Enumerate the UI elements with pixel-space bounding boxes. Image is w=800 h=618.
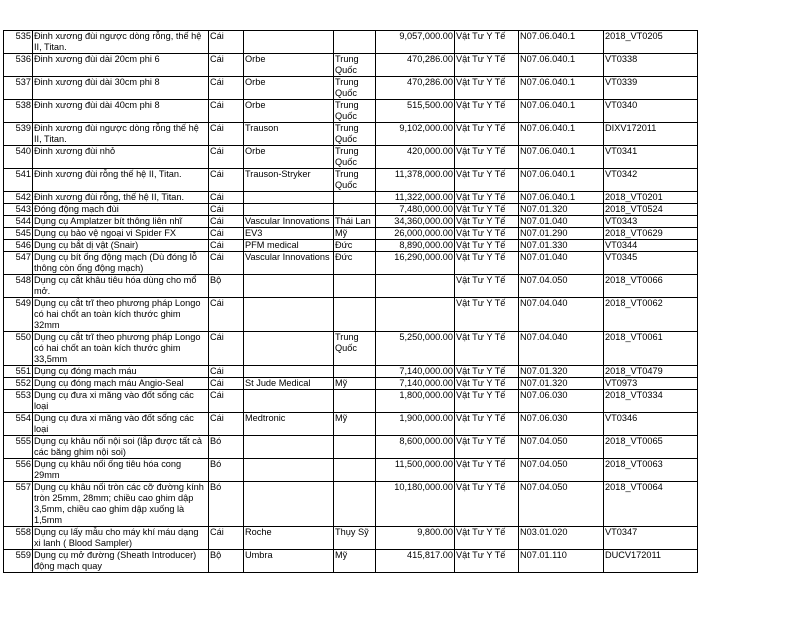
origin-cell: Mỹ bbox=[334, 228, 376, 240]
origin-cell bbox=[334, 192, 376, 204]
stt-cell: 547 bbox=[4, 252, 33, 275]
price-cell bbox=[376, 298, 455, 332]
category-cell: Vật Tư Y Tế bbox=[455, 192, 519, 204]
origin-cell: Thái Lan bbox=[334, 216, 376, 228]
stt-cell: 539 bbox=[4, 123, 33, 146]
manufacturer-cell: Trauson bbox=[244, 123, 334, 146]
group-code-cell: N07.06.040.1 bbox=[519, 192, 604, 204]
unit-cell: Cái bbox=[209, 252, 244, 275]
price-cell: 7,140,000.00 bbox=[376, 366, 455, 378]
origin-cell: Trung Quốc bbox=[334, 123, 376, 146]
price-cell: 26,000,000.00 bbox=[376, 228, 455, 240]
origin-cell bbox=[334, 275, 376, 298]
origin-cell bbox=[334, 436, 376, 459]
group-code-cell: N03.01.020 bbox=[519, 527, 604, 550]
category-cell: Vật Tư Y Tế bbox=[455, 77, 519, 100]
origin-cell bbox=[334, 31, 376, 54]
item-name-cell: Đinh xương đùi dài 30cm phi 8 bbox=[33, 77, 209, 100]
item-code-cell: 2018_VT0524 bbox=[604, 204, 698, 216]
unit-cell: Bó bbox=[209, 482, 244, 527]
unit-cell: Cái bbox=[209, 123, 244, 146]
item-name-cell: Dụng cụ khâu nối ống tiêu hóa cong 29mm bbox=[33, 459, 209, 482]
price-cell: 8,890,000.00 bbox=[376, 240, 455, 252]
unit-cell: Cái bbox=[209, 390, 244, 413]
table-row bbox=[4, 192, 698, 204]
category-cell: Vật Tư Y Tế bbox=[455, 240, 519, 252]
group-code-cell: N07.06.040.1 bbox=[519, 146, 604, 169]
unit-cell: Cái bbox=[209, 298, 244, 332]
item-code-cell: VT0338 bbox=[604, 54, 698, 77]
item-name-cell: Dụng cụ khâu nối nội soi (lắp được tất cả các băng ghim nội soi) bbox=[33, 436, 209, 459]
category-cell: Vật Tư Y Tế bbox=[455, 298, 519, 332]
origin-cell: Trung Quốc bbox=[334, 146, 376, 169]
stt-cell: 557 bbox=[4, 482, 33, 527]
category-cell: Vật Tư Y Tế bbox=[455, 204, 519, 216]
item-code-cell: VT0973 bbox=[604, 378, 698, 390]
table-row bbox=[4, 275, 698, 298]
manufacturer-cell bbox=[244, 459, 334, 482]
group-code-cell: N07.04.040 bbox=[519, 298, 604, 332]
item-name-cell: Dụng cụ cắt trĩ theo phương pháp Longo có hai chốt an toàn kích thước ghim 33,5mm bbox=[33, 332, 209, 366]
item-name-cell: Dụng cụ cắt trĩ theo phương pháp Longo có hai chốt an toàn kích thước ghim 32mm bbox=[33, 298, 209, 332]
price-cell: 470,286.00 bbox=[376, 54, 455, 77]
item-code-cell: VT0345 bbox=[604, 252, 698, 275]
item-name-cell: Đinh xương đùi rỗng thế hệ II, Titan. bbox=[33, 169, 209, 192]
stt-cell: 554 bbox=[4, 413, 33, 436]
category-cell: Vật Tư Y Tế bbox=[455, 169, 519, 192]
item-name-cell: Dụng cụ đóng mạch máu Angio-Seal bbox=[33, 378, 209, 390]
item-code-cell: VT0339 bbox=[604, 77, 698, 100]
table-row bbox=[4, 216, 698, 228]
item-name-cell: Đinh xương đùi dài 40cm phi 8 bbox=[33, 100, 209, 123]
manufacturer-cell: Roche bbox=[244, 527, 334, 550]
table-row bbox=[4, 298, 698, 332]
item-name-cell: Dụng cụ đưa xi măng vào đốt sống các loại bbox=[33, 413, 209, 436]
unit-cell: Cái bbox=[209, 169, 244, 192]
group-code-cell: N07.01.330 bbox=[519, 240, 604, 252]
group-code-cell: N07.01.040 bbox=[519, 216, 604, 228]
category-cell: Vật Tư Y Tế bbox=[455, 54, 519, 77]
stt-cell: 541 bbox=[4, 169, 33, 192]
stt-cell: 540 bbox=[4, 146, 33, 169]
category-cell: Vật Tư Y Tế bbox=[455, 413, 519, 436]
price-cell: 11,500,000.00 bbox=[376, 459, 455, 482]
unit-cell: Bó bbox=[209, 436, 244, 459]
manufacturer-cell: Orbe bbox=[244, 54, 334, 77]
item-code-cell: 2018_VT0205 bbox=[604, 31, 698, 54]
manufacturer-cell bbox=[244, 192, 334, 204]
item-name-cell: Dụng cụ đóng mạch máu bbox=[33, 366, 209, 378]
stt-cell: 535 bbox=[4, 31, 33, 54]
unit-cell: Cái bbox=[209, 240, 244, 252]
price-cell: 9,057,000.00 bbox=[376, 31, 455, 54]
item-code-cell: 2018_VT0064 bbox=[604, 482, 698, 527]
stt-cell: 552 bbox=[4, 378, 33, 390]
item-code-cell: VT0344 bbox=[604, 240, 698, 252]
group-code-cell: N07.06.040.1 bbox=[519, 77, 604, 100]
group-code-cell: N07.06.030 bbox=[519, 413, 604, 436]
price-cell: 11,378,000.00 bbox=[376, 169, 455, 192]
item-name-cell: Dụng cụ bắt dị vật (Snair) bbox=[33, 240, 209, 252]
price-cell: 9,102,000.00 bbox=[376, 123, 455, 146]
origin-cell: Mỹ bbox=[334, 378, 376, 390]
supply-price-table bbox=[3, 30, 698, 573]
manufacturer-cell bbox=[244, 390, 334, 413]
stt-cell: 559 bbox=[4, 550, 33, 573]
item-name-cell: Đóng động mạch đùi bbox=[33, 204, 209, 216]
category-cell: Vật Tư Y Tế bbox=[455, 436, 519, 459]
item-code-cell: 2018_VT0063 bbox=[604, 459, 698, 482]
category-cell: Vật Tư Y Tế bbox=[455, 378, 519, 390]
stt-cell: 558 bbox=[4, 527, 33, 550]
stt-cell: 553 bbox=[4, 390, 33, 413]
table-row bbox=[4, 482, 698, 527]
stt-cell: 556 bbox=[4, 459, 33, 482]
unit-cell: Bó bbox=[209, 459, 244, 482]
price-cell bbox=[376, 275, 455, 298]
unit-cell: Cái bbox=[209, 100, 244, 123]
price-cell: 10,180,000.00 bbox=[376, 482, 455, 527]
unit-cell: Cái bbox=[209, 228, 244, 240]
item-code-cell: DIXV172011 bbox=[604, 123, 698, 146]
item-name-cell: Dụng cụ bít ống động mạch (Dù đóng lỗ thông còn ống động mạch) bbox=[33, 252, 209, 275]
price-cell: 420,000.00 bbox=[376, 146, 455, 169]
manufacturer-cell: St Jude Medical bbox=[244, 378, 334, 390]
origin-cell: Trung Quốc bbox=[334, 100, 376, 123]
manufacturer-cell: Vascular Innovations bbox=[244, 216, 334, 228]
unit-cell: Cái bbox=[209, 216, 244, 228]
table-row bbox=[4, 100, 698, 123]
unit-cell: Bộ bbox=[209, 275, 244, 298]
origin-cell: Trung Quốc bbox=[334, 54, 376, 77]
group-code-cell: N07.04.050 bbox=[519, 275, 604, 298]
stt-cell: 555 bbox=[4, 436, 33, 459]
item-name-cell: Dụng cụ cắt khâu tiêu hóa dùng cho mổ mở. bbox=[33, 275, 209, 298]
category-cell: Vật Tư Y Tế bbox=[455, 275, 519, 298]
table-row bbox=[4, 146, 698, 169]
item-name-cell: Đinh xương đùi nhỏ bbox=[33, 146, 209, 169]
stt-cell: 546 bbox=[4, 240, 33, 252]
item-name-cell: Dụng cụ bảo vệ ngoại vi Spider FX bbox=[33, 228, 209, 240]
price-cell: 1,900,000.00 bbox=[376, 413, 455, 436]
origin-cell bbox=[334, 390, 376, 413]
table-row bbox=[4, 390, 698, 413]
category-cell: Vật Tư Y Tế bbox=[455, 146, 519, 169]
manufacturer-cell: Medtronic bbox=[244, 413, 334, 436]
origin-cell bbox=[334, 482, 376, 527]
group-code-cell: N07.04.040 bbox=[519, 332, 604, 366]
table-row bbox=[4, 228, 698, 240]
group-code-cell: N07.06.040.1 bbox=[519, 100, 604, 123]
table-row bbox=[4, 31, 698, 54]
item-code-cell: VT0346 bbox=[604, 413, 698, 436]
stt-cell: 545 bbox=[4, 228, 33, 240]
manufacturer-cell bbox=[244, 436, 334, 459]
table-row bbox=[4, 204, 698, 216]
item-code-cell: VT0341 bbox=[604, 146, 698, 169]
manufacturer-cell bbox=[244, 204, 334, 216]
category-cell: Vật Tư Y Tế bbox=[455, 216, 519, 228]
manufacturer-cell bbox=[244, 332, 334, 366]
table-row bbox=[4, 550, 698, 573]
origin-cell bbox=[334, 366, 376, 378]
manufacturer-cell: Orbe bbox=[244, 100, 334, 123]
table-row bbox=[4, 366, 698, 378]
manufacturer-cell: Trauson-Stryker bbox=[244, 169, 334, 192]
group-code-cell: N07.06.040.1 bbox=[519, 54, 604, 77]
group-code-cell: N07.01.110 bbox=[519, 550, 604, 573]
price-cell: 7,480,000.00 bbox=[376, 204, 455, 216]
group-code-cell: N07.01.320 bbox=[519, 366, 604, 378]
table-row bbox=[4, 436, 698, 459]
table-row bbox=[4, 123, 698, 146]
price-cell: 34,360,000.00 bbox=[376, 216, 455, 228]
manufacturer-cell: EV3 bbox=[244, 228, 334, 240]
group-code-cell: N07.04.050 bbox=[519, 436, 604, 459]
unit-cell: Cái bbox=[209, 77, 244, 100]
item-code-cell: 2018_VT0334 bbox=[604, 390, 698, 413]
category-cell: Vật Tư Y Tế bbox=[455, 366, 519, 378]
group-code-cell: N07.06.030 bbox=[519, 390, 604, 413]
manufacturer-cell: Vascular Innovations bbox=[244, 252, 334, 275]
group-code-cell: N07.06.040.1 bbox=[519, 169, 604, 192]
unit-cell: Cái bbox=[209, 527, 244, 550]
stt-cell: 549 bbox=[4, 298, 33, 332]
manufacturer-cell bbox=[244, 31, 334, 54]
item-code-cell: 2018_VT0066 bbox=[604, 275, 698, 298]
price-cell: 16,290,000.00 bbox=[376, 252, 455, 275]
unit-cell: Cái bbox=[209, 54, 244, 77]
group-code-cell: N07.06.040.1 bbox=[519, 123, 604, 146]
table-row bbox=[4, 169, 698, 192]
item-code-cell: 2018_VT0061 bbox=[604, 332, 698, 366]
item-name-cell: Dụng cụ đưa xi măng vào đốt sống các loại bbox=[33, 390, 209, 413]
category-cell: Vật Tư Y Tế bbox=[455, 527, 519, 550]
origin-cell: Mỹ bbox=[334, 413, 376, 436]
price-cell: 470,286.00 bbox=[376, 77, 455, 100]
category-cell: Vật Tư Y Tế bbox=[455, 550, 519, 573]
origin-cell: Thụy Sỹ bbox=[334, 527, 376, 550]
group-code-cell: N07.01.320 bbox=[519, 378, 604, 390]
manufacturer-cell bbox=[244, 366, 334, 378]
table-row bbox=[4, 459, 698, 482]
item-code-cell: VT0343 bbox=[604, 216, 698, 228]
manufacturer-cell bbox=[244, 298, 334, 332]
manufacturer-cell: Orbe bbox=[244, 146, 334, 169]
origin-cell: Đức bbox=[334, 240, 376, 252]
unit-cell: Cái bbox=[209, 192, 244, 204]
price-cell: 1,800,000.00 bbox=[376, 390, 455, 413]
category-cell: Vật Tư Y Tế bbox=[455, 31, 519, 54]
item-code-cell: 2018_VT0479 bbox=[604, 366, 698, 378]
origin-cell: Trung Quốc bbox=[334, 332, 376, 366]
category-cell: Vật Tư Y Tế bbox=[455, 332, 519, 366]
table-row bbox=[4, 240, 698, 252]
manufacturer-cell: Orbe bbox=[244, 77, 334, 100]
item-code-cell: VT0347 bbox=[604, 527, 698, 550]
origin-cell: Mỹ bbox=[334, 550, 376, 573]
unit-cell: Cái bbox=[209, 413, 244, 436]
origin-cell: Đức bbox=[334, 252, 376, 275]
table-row bbox=[4, 252, 698, 275]
stt-cell: 550 bbox=[4, 332, 33, 366]
price-cell: 5,250,000.00 bbox=[376, 332, 455, 366]
manufacturer-cell bbox=[244, 275, 334, 298]
stt-cell: 542 bbox=[4, 192, 33, 204]
stt-cell: 543 bbox=[4, 204, 33, 216]
stt-cell: 544 bbox=[4, 216, 33, 228]
manufacturer-cell bbox=[244, 482, 334, 527]
item-name-cell: Dụng cụ Amplatzer bít thông liên nhĩ bbox=[33, 216, 209, 228]
stt-cell: 538 bbox=[4, 100, 33, 123]
price-cell: 7,140,000.00 bbox=[376, 378, 455, 390]
stt-cell: 548 bbox=[4, 275, 33, 298]
table-row bbox=[4, 54, 698, 77]
price-cell: 11,322,000.00 bbox=[376, 192, 455, 204]
price-cell: 515,500.00 bbox=[376, 100, 455, 123]
item-name-cell: Đinh xương đùi rỗng, thế hệ II, Titan. bbox=[33, 192, 209, 204]
unit-cell: Cái bbox=[209, 332, 244, 366]
manufacturer-cell: Umbra bbox=[244, 550, 334, 573]
origin-cell bbox=[334, 459, 376, 482]
unit-cell: Cái bbox=[209, 31, 244, 54]
category-cell: Vật Tư Y Tế bbox=[455, 123, 519, 146]
table-row bbox=[4, 378, 698, 390]
item-code-cell: 2018_VT0629 bbox=[604, 228, 698, 240]
item-code-cell: VT0340 bbox=[604, 100, 698, 123]
price-cell: 8,600,000.00 bbox=[376, 436, 455, 459]
group-code-cell: N07.04.050 bbox=[519, 459, 604, 482]
item-name-cell: Đinh xương đùi ngược dòng rỗng thế hệ II, Titan. bbox=[33, 123, 209, 146]
item-code-cell: VT0342 bbox=[604, 169, 698, 192]
unit-cell: Cái bbox=[209, 146, 244, 169]
stt-cell: 536 bbox=[4, 54, 33, 77]
price-cell: 415,817.00 bbox=[376, 550, 455, 573]
item-code-cell: 2018_VT0201 bbox=[604, 192, 698, 204]
table-row bbox=[4, 77, 698, 100]
group-code-cell: N07.01.290 bbox=[519, 228, 604, 240]
table-row bbox=[4, 527, 698, 550]
item-name-cell: Đinh xương đùi ngược dòng rỗng, thế hệ II, Titan. bbox=[33, 31, 209, 54]
group-code-cell: N07.01.320 bbox=[519, 204, 604, 216]
item-code-cell: 2018_VT0062 bbox=[604, 298, 698, 332]
price-cell: 9,800.00 bbox=[376, 527, 455, 550]
item-name-cell: Dụng cụ lấy mẫu cho máy khí máu dạng xi lanh ( Blood Sampler) bbox=[33, 527, 209, 550]
category-cell: Vật Tư Y Tế bbox=[455, 228, 519, 240]
category-cell: Vật Tư Y Tế bbox=[455, 100, 519, 123]
manufacturer-cell: PFM medical bbox=[244, 240, 334, 252]
item-name-cell: Dụng cụ khâu nối tròn các cỡ đường kính tròn 25mm, 28mm; chiều cao ghim dập 3,5mm, chiều cao ghim dập xuống là 1,5mm bbox=[33, 482, 209, 527]
unit-cell: Bộ bbox=[209, 550, 244, 573]
group-code-cell: N07.01.040 bbox=[519, 252, 604, 275]
category-cell: Vật Tư Y Tế bbox=[455, 482, 519, 527]
unit-cell: Cái bbox=[209, 366, 244, 378]
item-name-cell: Dụng cụ mở đường (Sheath Introducer) động mạch quay bbox=[33, 550, 209, 573]
origin-cell: Trung Quốc bbox=[334, 77, 376, 100]
unit-cell: Cái bbox=[209, 204, 244, 216]
item-name-cell: Đinh xương đùi dài 20cm phi 6 bbox=[33, 54, 209, 77]
table-row bbox=[4, 413, 698, 436]
stt-cell: 537 bbox=[4, 77, 33, 100]
origin-cell bbox=[334, 298, 376, 332]
origin-cell bbox=[334, 204, 376, 216]
category-cell: Vật Tư Y Tế bbox=[455, 252, 519, 275]
table-row bbox=[4, 332, 698, 366]
category-cell: Vật Tư Y Tế bbox=[455, 390, 519, 413]
category-cell: Vật Tư Y Tế bbox=[455, 459, 519, 482]
item-code-cell: 2018_VT0065 bbox=[604, 436, 698, 459]
unit-cell: Cái bbox=[209, 378, 244, 390]
origin-cell: Trung Quốc bbox=[334, 169, 376, 192]
group-code-cell: N07.04.050 bbox=[519, 482, 604, 527]
group-code-cell: N07.06.040.1 bbox=[519, 31, 604, 54]
item-code-cell: DUCV172011 bbox=[604, 550, 698, 573]
stt-cell: 551 bbox=[4, 366, 33, 378]
